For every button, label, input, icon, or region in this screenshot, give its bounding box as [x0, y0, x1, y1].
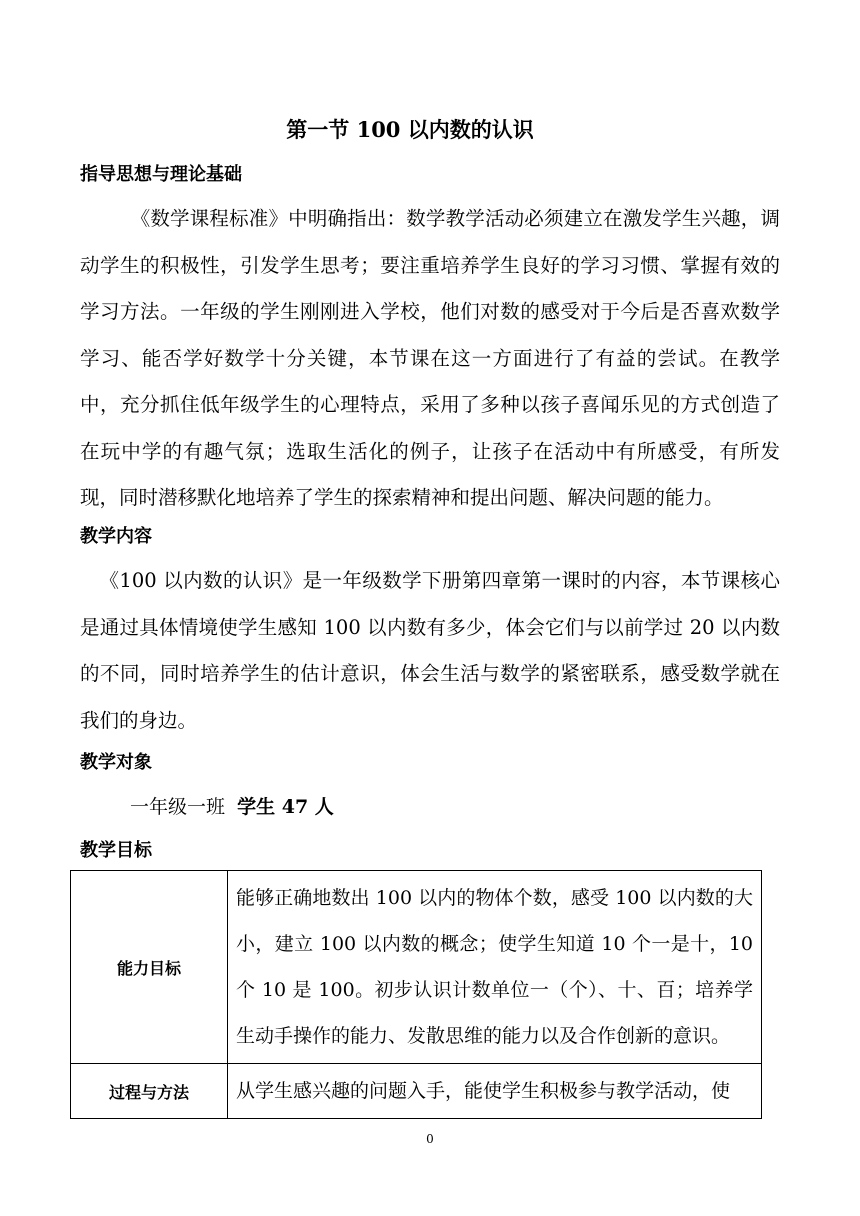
- goal-label-process: 过程与方法: [71, 1064, 228, 1119]
- table-row: [71, 1064, 762, 1119]
- paragraph-guiding-thought: 《数学课程标准》中明确指出：数学教学活动必须建立在激发学生兴趣，调动学生的积极性，引发学生思考；要注重培养学生良好的学习习惯、掌握有效的学习方法。一年级的学生刚刚进入学校，他们对数的感受对于今后是否喜欢数学学习、能否学好数学十分关键，本节课在这一方面进行了有益的尝试。在教学中，充分抓住低年级学生的心理特点，采用了多种以孩子喜闻乐见的方式创造了在玩中学的有趣气氛；选取生活化的例子，让孩子在活动中有所感受，有所发现，同时潜移默化地培养了学生的探索精神和提出问题、解决问题的能力。: [80, 207, 780, 509]
- audience-line: [130, 792, 334, 819]
- page-title: 第一节 100 以内数的认识: [286, 117, 534, 142]
- section-heading-teaching-goals: 教学目标: [80, 840, 152, 861]
- class-name: 一年级一班: [130, 796, 226, 818]
- goal-content-ability: 能够正确地数出 100 以内的物体个数，感受 100 以内数的大小，建立 100 以内数的概念；使学生知道 10 个一是十，10 个 10 是 100。初步认识计数单位一（个）、十、百；培养学生动手操作的能力、发散思维的能力以及合作创新的意识。: [228, 871, 762, 1064]
- section-heading-guiding-thought: 指导思想与理论基础: [80, 164, 242, 185]
- goals-table: [70, 870, 762, 1119]
- section-heading-teaching-audience: 教学对象: [80, 752, 152, 773]
- goal-content-process: 从学生感兴趣的问题入手，能使学生积极参与教学活动，使: [228, 1064, 762, 1119]
- section-heading-teaching-content: 教学内容: [80, 526, 152, 547]
- page-number: 0: [426, 1132, 434, 1146]
- student-count: 学生 47 人: [237, 796, 334, 818]
- table-row: [71, 871, 762, 1064]
- paragraph-teaching-content: 《100 以内数的认识》是一年级数学下册第四章第一课时的内容，本节课核心是通过具体情境使学生感知 100 以内数有多少，体会它们与以前学过 20 以内数的不同，同时培养学生的估计意识，体会生活与数学的紧密联系，感受数学就在我们的身边。: [80, 569, 780, 732]
- goal-label-ability: 能力目标: [71, 871, 228, 1064]
